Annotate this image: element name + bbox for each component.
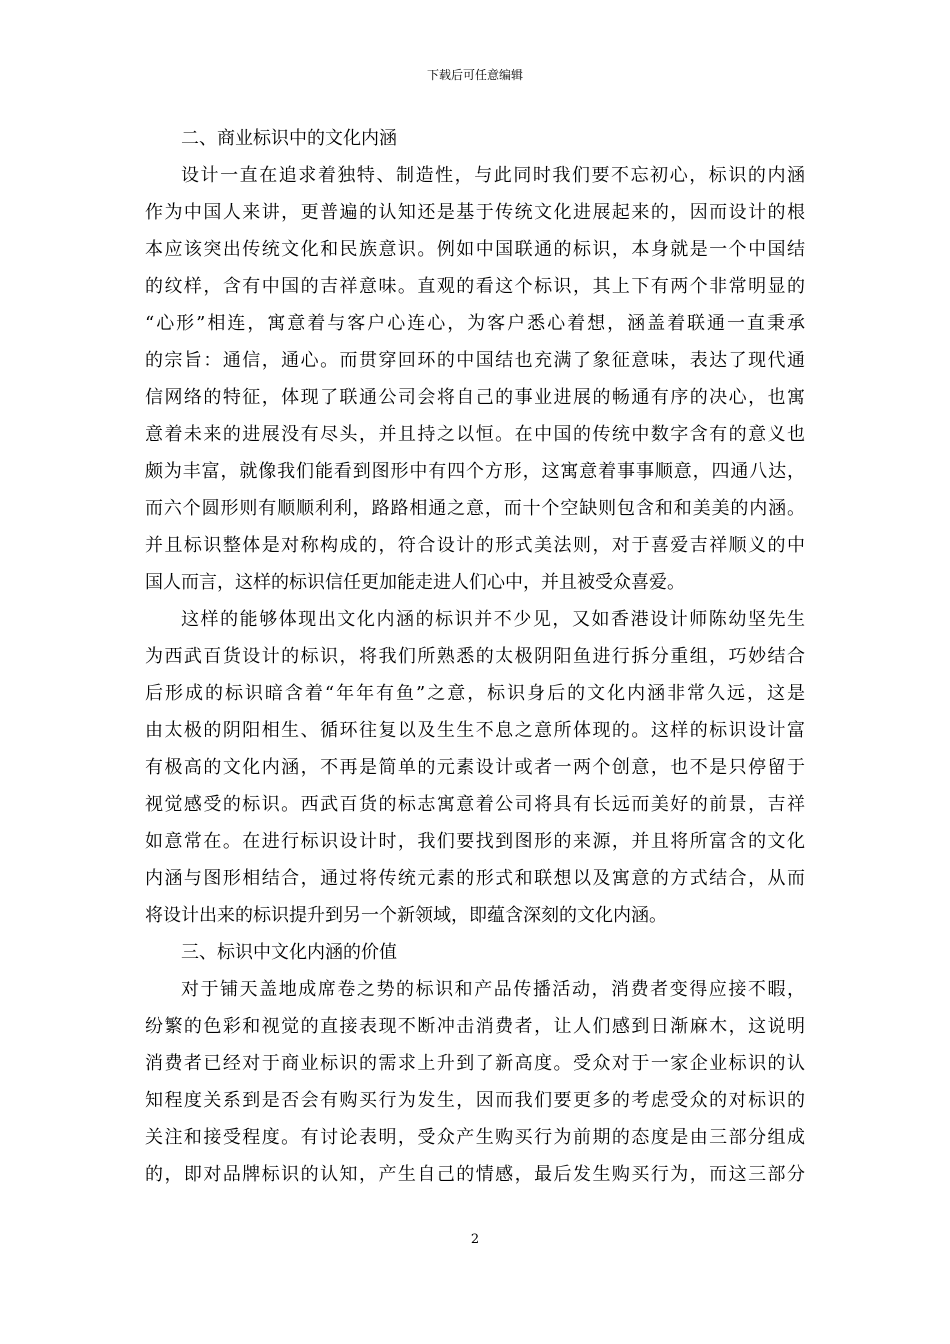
text-line: 为西武百货设计的标识，将我们所熟悉的太极阴阳鱼进行拆分重组，巧妙结合 — [145, 646, 805, 667]
section-heading-2: 二、商业标识中的文化内涵 — [181, 128, 397, 149]
text-line: 消费者已经对于商业标识的需求上升到了新高度。受众对于一家企业标识的认 — [145, 1053, 805, 1074]
text-line: “心形”相连，寓意着与客户心连心，为客户悉心着想，涵盖着联通一直秉承 — [145, 313, 805, 334]
text-line: 作为中国人来讲，更普遍的认知还是基于传统文化进展起来的，因而设计的根 — [145, 202, 805, 223]
text-line: 的纹样，含有中国的吉祥意味。直观的看这个标识，其上下有两个非常明显的 — [145, 276, 805, 297]
text-line: 设计一直在追求着独特、制造性，与此同时我们要不忘初心，标识的内涵 — [181, 165, 805, 186]
text-line: 本应该突出传统文化和民族意识。例如中国联通的标识，本身就是一个中国结 — [145, 239, 805, 260]
text-line: 信网络的特征，体现了联通公司会将自己的事业进展的畅通有序的决心，也寓 — [145, 387, 805, 408]
text-line: 的，即对品牌标识的认知，产生自己的情感，最后发生购买行为，而这三部分 — [145, 1164, 805, 1185]
text-line: 国人而言，这样的标识信任更加能走进人们心中，并且被受众喜爱。 — [145, 572, 685, 593]
section-heading-3: 三、标识中文化内涵的价值 — [181, 942, 397, 963]
text-line: 内涵与图形相结合，通过将传统元素的形式和联想以及寓意的方式结合，从而 — [145, 868, 805, 889]
text-line: 后形成的标识暗含着“年年有鱼”之意，标识身后的文化内涵非常久远，这是 — [145, 683, 805, 704]
text-line: 意着未来的进展没有尽头，并且持之以恒。在中国的传统中数字含有的意义也 — [145, 424, 805, 445]
text-line: 对于铺天盖地成席卷之势的标识和产品传播活动，消费者变得应接不暇， — [181, 979, 805, 1000]
text-line: 并且标识整体是对称构成的，符合设计的形式美法则，对于喜爱吉祥顺义的中 — [145, 535, 805, 556]
page-number: 2 — [470, 1232, 480, 1247]
page-body — [145, 120, 805, 1193]
text-line: 关注和接受程度。有讨论表明，受众产生购买行为前期的态度是由三部分组成 — [145, 1127, 805, 1148]
text-line: 颇为丰富，就像我们能看到图形中有四个方形，这寓意着事事顺意，四通八达， — [145, 461, 805, 482]
text-line: 而六个圆形则有顺顺利利，路路相通之意，而十个空缺则包含和和美美的内涵。 — [145, 498, 805, 519]
text-line: 知程度关系到是否会有购买行为发生，因而我们要更多的考虑受众的对标识的 — [145, 1090, 805, 1111]
text-line: 由太极的阴阳相生、循环往复以及生生不息之意所体现的。这样的标识设计富 — [145, 720, 805, 741]
text-line: 纷繁的色彩和视觉的直接表现不断冲击消费者，让人们感到日渐麻木，这说明 — [145, 1016, 805, 1037]
text-line: 视觉感受的标识。西武百货的标志寓意着公司将具有长远而美好的前景，吉祥 — [145, 794, 805, 815]
paragraph — [145, 601, 805, 934]
paragraph — [145, 971, 805, 1193]
text-line: 有极高的文化内涵，不再是简单的元素设计或者一两个创意，也不是只停留于 — [145, 757, 805, 778]
paragraph — [145, 157, 805, 601]
text-line: 如意常在。在进行标识设计时，我们要找到图形的来源，并且将所富含的文化 — [145, 831, 805, 852]
text-line: 将设计出来的标识提升到另一个新领域，即蕴含深刻的文化内涵。 — [145, 905, 667, 926]
text-line: 这样的能够体现出文化内涵的标识并不少见，又如香港设计师陈幼坚先生 — [181, 609, 805, 630]
running-header: 下载后可任意编辑 — [426, 68, 523, 82]
text-line: 的宗旨：通信，通心。而贯穿回环的中国结也充满了象征意味，表达了现代通 — [145, 350, 805, 371]
